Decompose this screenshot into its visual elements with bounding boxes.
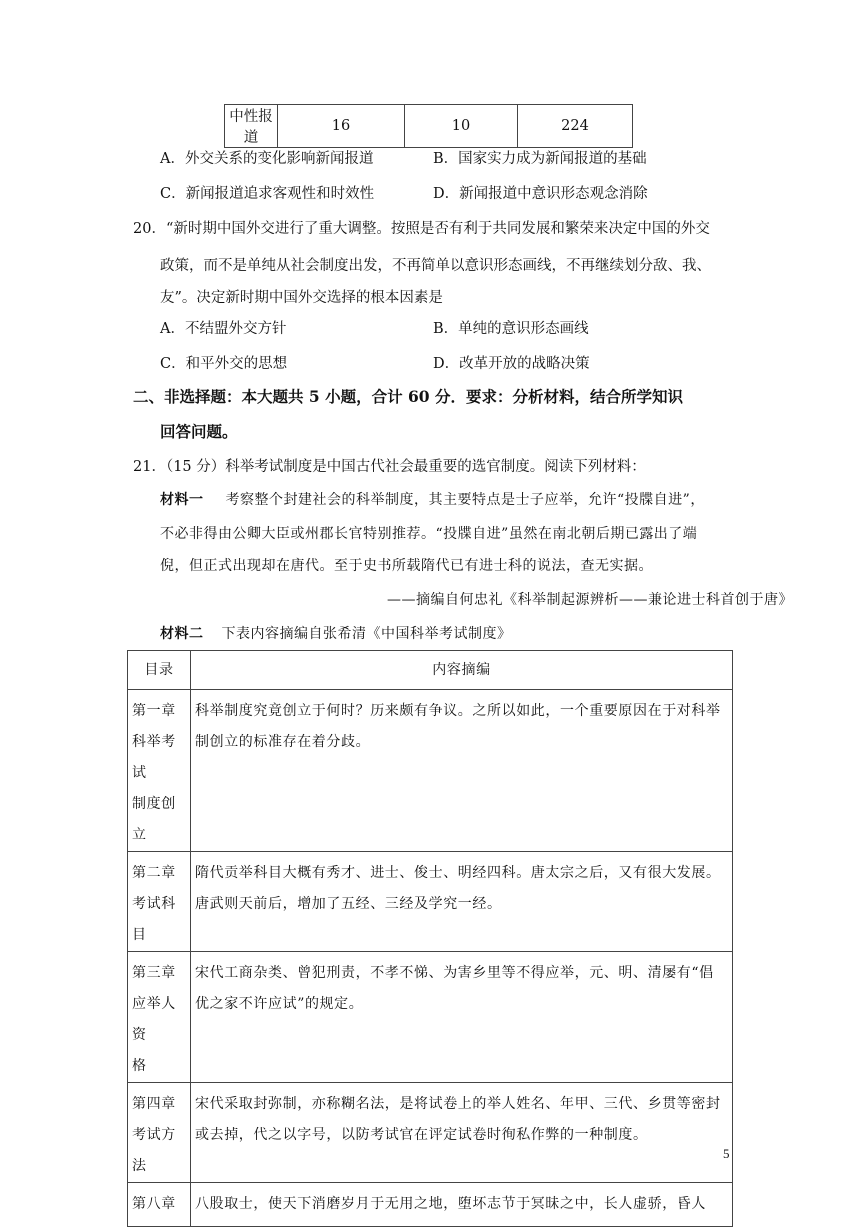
chapter-cell bbox=[128, 1083, 191, 1183]
table-cell: 224 bbox=[518, 105, 633, 148]
row-label: 中性报道 bbox=[225, 105, 278, 148]
q20-option-b: B．单纯的意识形态画线 bbox=[433, 321, 589, 337]
q19-option-d: D．新闻报道中意识形态观念消除 bbox=[433, 186, 648, 202]
chapter-cell bbox=[128, 952, 191, 1083]
table-row bbox=[128, 852, 733, 952]
table-cell: 10 bbox=[405, 105, 518, 148]
table-row bbox=[128, 952, 733, 1083]
chapter-title: 第一章 科举考试 制度创立 bbox=[132, 703, 176, 843]
keju-content-table bbox=[127, 650, 733, 1227]
q19-option-b: B．国家实力成为新闻报道的基础 bbox=[433, 151, 647, 167]
material-two-label: 材料二 bbox=[160, 626, 204, 642]
table-row bbox=[128, 1083, 733, 1183]
content-cell: 科举制度究竟创立于何时？历来颇有争议。之所以如此，一个重要原因在于对科举制创立的标准存在着分歧。 bbox=[191, 690, 733, 852]
q20-option-a: A．不结盟外交方针 bbox=[160, 321, 287, 337]
material-one-text: 考察整个封建社会的科举制度，其主要特点是士子应举，允许“投牒自进”， bbox=[225, 492, 705, 508]
section-heading: 二、非选择题：本大题共 5 小题，合计 60 分．要求：分析材料，结合所学知识 bbox=[133, 387, 683, 406]
material-one-line3: 倪，但正式出现却在唐代。至于史书所载隋代已有进士科的说法，查无实据。 bbox=[160, 558, 653, 574]
table-row bbox=[225, 105, 633, 148]
table-row bbox=[128, 1183, 733, 1227]
content-cell: 八股取士，使天下消磨岁月于无用之地，堕坏志节于冥昧之中，长人虚骄，昏人 bbox=[191, 1183, 733, 1227]
table-header-row bbox=[128, 651, 733, 690]
chapter-cell bbox=[128, 852, 191, 952]
chapter-cell bbox=[128, 1183, 191, 1227]
header-catalog: 目录 bbox=[128, 651, 191, 690]
chapter-cell bbox=[128, 690, 191, 852]
chapter-title: 第八章 bbox=[132, 1196, 176, 1212]
table-row bbox=[128, 690, 733, 852]
q21-intro: 21．（15 分）科举考试制度是中国古代社会最重要的选官制度。阅读下列材料： bbox=[133, 459, 646, 475]
chapter-title: 第二章 考试科目 bbox=[132, 865, 176, 943]
q20-option-d: D．改革开放的战略决策 bbox=[433, 356, 590, 372]
material-one-line1 bbox=[160, 490, 705, 510]
page-number: 5 bbox=[723, 1146, 730, 1161]
section-heading-cont: 回答问题。 bbox=[160, 422, 238, 441]
header-content: 内容摘编 bbox=[191, 651, 733, 690]
material-one-label: 材料一 bbox=[160, 492, 204, 508]
chapter-title: 第三章 应举人资 格 bbox=[132, 965, 176, 1074]
q20-stem-line3: 友”。决定新时期中国外交选择的根本因素是 bbox=[160, 290, 443, 306]
material-two-line bbox=[160, 624, 512, 644]
table-cell: 16 bbox=[278, 105, 405, 148]
neutral-report-table bbox=[224, 104, 633, 148]
content-cell: 隋代贡举科目大概有秀才、进士、俊士、明经四科。唐太宗之后，又有很大发展。唐武则天前后，增加了五经、三经及学究一经。 bbox=[191, 852, 733, 952]
content-cell: 宋代工商杂类、曾犯刑责，不孝不悌、为害乡里等不得应举，元、明、清屡有“倡优之家不许应试”的规定。 bbox=[191, 952, 733, 1083]
content-cell: 宋代采取封弥制，亦称糊名法，是将试卷上的举人姓名、年甲、三代、乡贯等密封或去掉，代之以字号，以防考试官在评定试卷时徇私作弊的一种制度。 bbox=[191, 1083, 733, 1183]
chapter-title: 第四章 考试方法 bbox=[132, 1096, 176, 1174]
q20-option-c: C．和平外交的思想 bbox=[160, 356, 288, 372]
q20-stem-line1: 20．“新时期中国外交进行了重大调整。按照是否有利于共同发展和繁荣来决定中国的外交 bbox=[133, 221, 710, 237]
material-two-text: 下表内容摘编自张希清《中国科举考试制度》 bbox=[221, 626, 512, 642]
material-one-source: ——摘编自何忠礼《科举制起源辨析——兼论进士科首创于唐》 bbox=[387, 592, 793, 608]
q20-stem-line2: 政策，而不是单纯从社会制度出发，不再简单以意识形态画线，不再继续划分敌、我、 bbox=[160, 258, 711, 274]
q19-option-a: A．外交关系的变化影响新闻报道 bbox=[160, 151, 374, 167]
material-one-line2: 不必非得由公卿大臣或州郡长官特别推荐。“投牒自进”虽然在南北朝后期已露出了端 bbox=[160, 526, 698, 542]
q19-option-c: C．新闻报道追求客观性和时效性 bbox=[160, 186, 375, 202]
